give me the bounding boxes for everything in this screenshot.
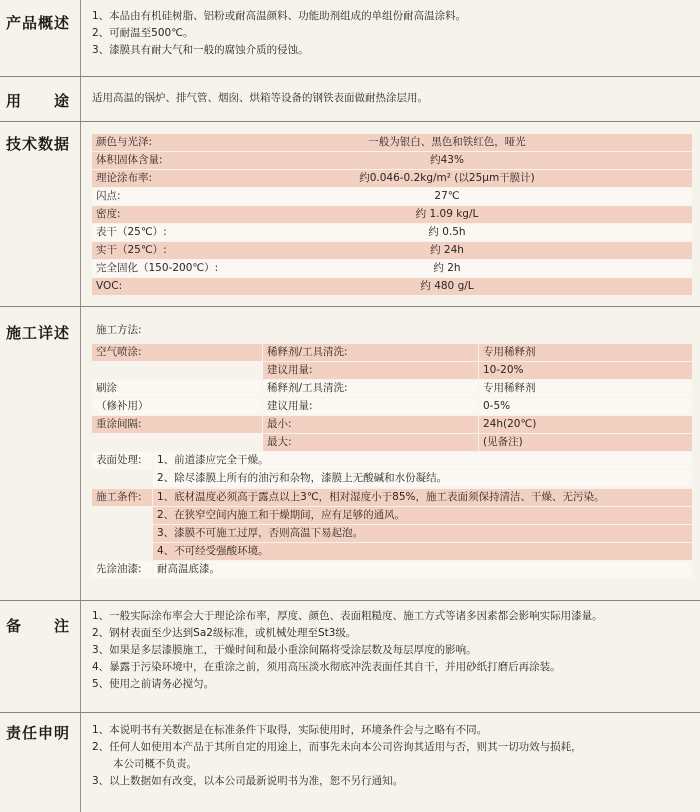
surface-row [92,452,692,469]
overview-line: 2、可耐温至500℃。 [92,27,194,39]
liability-line: 3、以上数据如有改变，以本公司最新说明书为准，恕不另行通知。 [92,775,404,787]
tech-value: 约0.046-0.2kg/m² (以25μm干膜计) [359,172,535,184]
tech-row [92,278,692,295]
notes-line: 5、使用之前请务必搅匀。 [92,678,215,690]
brush-amount-label: 建议用量: [263,398,478,415]
recoat-row [92,416,692,433]
liability-line: 本公司概不负责。 [92,758,197,770]
usage-title: 用 途 [6,92,71,110]
spray-amount-label: 建议用量: [263,362,478,379]
brush-sub-label: （修补用） [92,398,262,415]
tech-value: 约 0.5h [428,226,466,238]
recoat-min-label: 最小: [263,416,478,433]
spray-thinner-label: 稀释剂/工具清洗: [263,344,478,361]
spray-label: 空气喷涂: [92,344,262,361]
divider [0,712,700,713]
divider [0,76,700,77]
tech-value: 一般为银白、黑色和铁红色，哑光 [368,136,526,148]
tech-key: 表干（25℃）: [96,226,167,238]
liability-line: 1、本说明书有关数据是在标准条件下取得，实际使用时，环境条件会与之略有不同。 [92,724,488,736]
notes-line: 3、如果是多层漆膜施工，干燥时间和最小重涂间隔将受涂层数及每层厚度的影响。 [92,644,477,656]
overview-content [92,8,692,59]
brush-amount-row [92,398,692,415]
recoat-min-value: 24h(20℃) [479,416,692,433]
tech-row [92,206,692,223]
usage-content [92,90,692,107]
brush-label: 刷涂 [92,380,262,397]
tech-row [92,188,692,205]
primer-row [92,561,692,578]
conditions-line: 2、在狭窄空间内施工和干燥期间，应有足够的通风。 [153,507,692,524]
conditions-row [92,507,692,524]
tech-key: 完全固化（150-200℃）: [96,262,219,274]
surface-line: 1、前道漆应完全干燥。 [153,452,692,469]
notes-content [92,608,692,693]
primer-value: 耐高温底漆。 [153,561,692,578]
recoat-max-value: (见备注) [479,434,692,451]
tech-value: 约 2h [433,262,461,274]
overview-line: 1、本品由有机硅树脂、铝粉或耐高温颜料、功能助剂组成的单组份耐高温涂料。 [92,10,467,22]
tech-key: VOC: [96,280,123,292]
tech-key: 闪点: [96,190,121,202]
spray-amount-row [92,362,692,379]
notes-line: 2、钢材表面至少达到Sa2级标准，或机械处理至St3级。 [92,627,357,639]
primer-label: 先涂油漆: [92,561,152,578]
recoat-max-row [92,434,692,451]
notes-line: 4、暴露于污染环境中，在重涂之前，须用高压淡水彻底冲洗表面任其自干，并用砂纸打磨后再涂装。 [92,661,561,673]
liability-content [92,722,692,790]
surface-label: 表面处理: [92,452,152,469]
tech-value: 约43% [430,154,464,166]
notes-title: 备 注 [6,617,71,635]
tech-row [92,224,692,241]
tech-value: 约 24h [430,244,464,256]
tech-title: 技术数据 [6,135,71,153]
divider [0,600,700,601]
tech-key: 实干（25℃）: [96,244,167,256]
overview-line: 3、漆膜具有耐大气和一般的腐蚀介质的侵蚀。 [92,44,309,56]
conditions-line: 3、漆膜不可施工过厚，否则高温下易起泡。 [153,525,692,542]
brush-thinner-label: 稀释剂/工具清洗: [263,380,478,397]
method-label-row [92,322,692,339]
conditions-label: 施工条件: [92,489,152,506]
notes-line: 1、一般实际涂布率会大于理论涂布率，厚度、颜色、表面粗糙度、施工方式等诸多因素都会影响实际用漆量。 [92,610,603,622]
method-label: 施工方法: [96,324,142,336]
surface-line: 2、除尽漆膜上所有的油污和杂物，漆膜上无酸碱和水份凝结。 [153,470,692,487]
tech-row [92,242,692,259]
spray-thinner-value: 专用稀释剂 [479,344,692,361]
tech-value: 约 480 g/L [420,280,474,292]
surface-row [92,470,692,487]
brush-thinner-value: 专用稀释剂 [479,380,692,397]
tech-row [92,170,692,187]
recoat-label: 重涂间隔: [92,416,262,433]
application-title: 施工详述 [6,324,71,342]
overview-title: 产品概述 [6,14,71,32]
conditions-line: 1、底材温度必须高于露点以上3℃，相对湿度小于85%，施工表面须保持清洁、干燥、无污染。 [153,489,692,506]
tech-value: 约 1.09 kg/L [415,208,479,220]
divider [0,306,700,307]
spray-row [92,344,692,361]
tech-row [92,152,692,169]
recoat-max-label: 最大: [263,434,478,451]
brush-row [92,380,692,397]
spray-amount-value: 10-20% [479,362,692,379]
usage-text: 适用高温的锅炉、排气管、烟囱、烘箱等设备的钢铁表面做耐热涂层用。 [92,92,428,104]
liability-line: 2、任何人如使用本产品于其所自定的用途上，而事先未向本公司咨询其适用与否，则其一切功效与损耗， [92,741,582,753]
tech-key: 体积固体含量: [96,154,163,166]
brush-amount-value: 0-5% [479,398,692,415]
conditions-row [92,489,692,506]
tech-key: 理论涂布率: [96,172,153,184]
divider [0,121,700,122]
liability-title: 责任申明 [6,724,71,742]
tech-key: 密度: [96,208,121,220]
tech-row [92,260,692,277]
conditions-row [92,525,692,542]
tech-value: 27℃ [434,190,460,202]
conditions-line: 4、不可经受强酸环境。 [153,543,692,560]
tech-key: 颜色与光泽: [96,136,153,148]
tech-row [92,134,692,151]
conditions-row [92,543,692,560]
